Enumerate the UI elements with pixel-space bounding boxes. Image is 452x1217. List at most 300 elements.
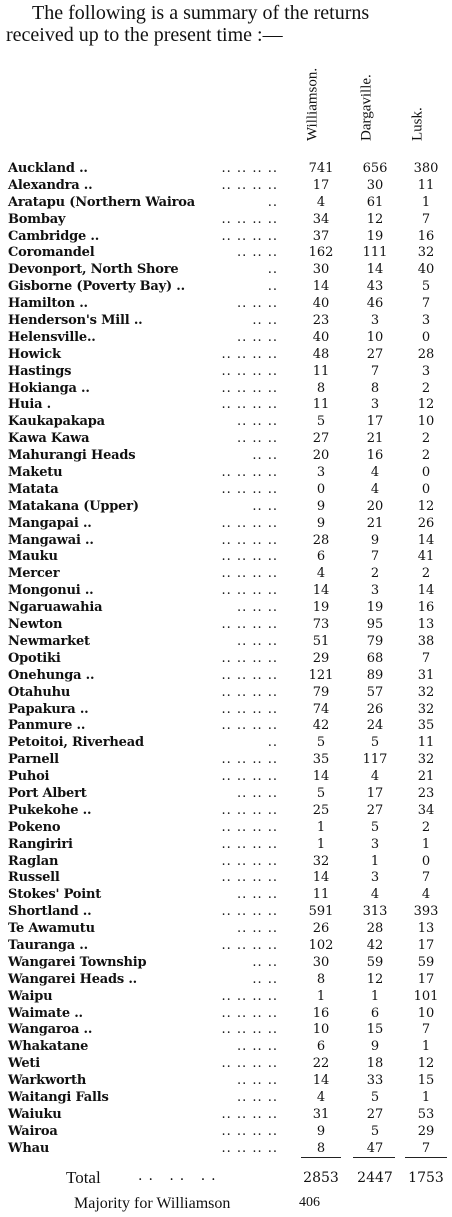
leader-dots: .. .. .. .. <box>221 1022 278 1038</box>
lusk-votes: 53 <box>417 1106 435 1122</box>
williamson-votes: 102 <box>308 937 334 953</box>
lusk-votes: 7 <box>421 296 431 312</box>
table-row <box>8 262 448 279</box>
lusk-votes: 14 <box>417 532 435 548</box>
column-header-lusk: Lusk. <box>409 107 426 141</box>
place-name: Hastings <box>8 363 72 379</box>
leader-dots: .. .. .. <box>236 633 278 649</box>
table-row <box>8 1141 448 1158</box>
table-row <box>8 1039 448 1056</box>
table-row <box>8 330 448 347</box>
table-row <box>8 989 448 1006</box>
place-name: Pokeno <box>8 819 61 835</box>
table-row <box>8 786 448 803</box>
dargaville-votes: 10 <box>366 329 384 345</box>
leader-dots: .. <box>267 735 278 751</box>
leader-dots: .. .. .. .. <box>221 549 278 565</box>
dargaville-votes: 3 <box>370 313 380 329</box>
dargaville-votes: 4 <box>370 465 380 481</box>
leader-dots: .. .. .. <box>236 887 278 903</box>
leader-dots: .. .. .. .. <box>221 937 278 953</box>
leader-dots: .. .. .. .. <box>221 161 278 176</box>
table-row <box>8 769 448 786</box>
williamson-votes: 4 <box>316 194 326 210</box>
table-row <box>8 837 448 854</box>
dargaville-votes: 3 <box>370 397 380 413</box>
leader-dots: .. .. .. <box>236 1039 278 1055</box>
dargaville-votes: 18 <box>366 1056 384 1072</box>
leader-dots: .. .. .. .. <box>221 515 278 531</box>
leader-dots: .. .. .. .. <box>221 1106 278 1122</box>
leader-dots: .. .. .. <box>236 296 278 312</box>
leader-dots: .. .. .. <box>236 329 278 345</box>
lusk-votes: 10 <box>417 1005 435 1021</box>
place-name: Russell <box>8 870 60 886</box>
williamson-votes: 14 <box>312 583 330 599</box>
table-row <box>8 1073 448 1090</box>
lusk-votes: 0 <box>421 481 431 497</box>
lusk-votes: 101 <box>413 988 439 1004</box>
place-name: Newton <box>8 617 63 633</box>
williamson-votes: 17 <box>312 177 330 193</box>
lusk-votes: 1 <box>421 836 431 852</box>
table-row <box>8 870 448 887</box>
dargaville-votes: 61 <box>366 194 384 210</box>
leader-dots: .. .. .. .. <box>221 465 278 481</box>
place-name: Huia . <box>8 397 51 413</box>
place-name: Kawa Kawa <box>8 431 90 447</box>
williamson-votes: 30 <box>312 262 330 278</box>
dargaville-votes: 19 <box>366 600 384 616</box>
lusk-votes: 10 <box>417 414 435 430</box>
williamson-votes: 20 <box>312 448 330 464</box>
dargaville-votes: 3 <box>370 870 380 886</box>
dargaville-votes: 12 <box>366 971 384 987</box>
total-rule-williamson <box>301 1157 341 1158</box>
place-name: Howick <box>8 346 61 362</box>
place-name: Mahurangi Heads <box>8 448 136 464</box>
table-row <box>8 634 448 651</box>
place-name: Maketu <box>8 465 63 481</box>
majority-line <box>74 1195 320 1213</box>
leader-dots: .. .. .. .. <box>221 380 278 396</box>
williamson-votes: 14 <box>312 1073 330 1089</box>
lusk-votes: 40 <box>417 262 435 278</box>
lusk-votes: 1 <box>421 194 431 210</box>
williamson-votes: 4 <box>316 566 326 582</box>
lusk-votes: 34 <box>417 802 435 818</box>
lusk-votes: 7 <box>421 211 431 227</box>
leader-dots: .. .. .. .. <box>221 617 278 633</box>
dargaville-votes: 7 <box>370 549 380 565</box>
dargaville-votes: 5 <box>370 1089 380 1105</box>
column-header-dargaville: Dargaville. <box>358 74 375 141</box>
place-name: Mauku <box>8 549 58 565</box>
lusk-votes: 28 <box>417 346 435 362</box>
williamson-votes: 4 <box>316 1089 326 1105</box>
lusk-votes: 15 <box>417 1073 435 1089</box>
dargaville-votes: 1 <box>370 988 380 1004</box>
williamson-votes: 31 <box>312 1106 330 1122</box>
table-row <box>8 803 448 820</box>
lusk-votes: 17 <box>417 937 435 953</box>
dargaville-votes: 15 <box>366 1022 384 1038</box>
dargaville-votes: 656 <box>362 161 388 176</box>
leader-dots: .. <box>267 194 278 210</box>
dargaville-votes: 14 <box>366 262 384 278</box>
leader-dots: .. .. .. .. <box>221 769 278 785</box>
williamson-votes: 11 <box>312 887 330 903</box>
williamson-votes: 1 <box>316 819 326 835</box>
leader-dots: .. .. .. .. <box>221 481 278 497</box>
leader-dots: .. .. .. <box>236 785 278 801</box>
table-row <box>8 212 448 229</box>
lusk-votes: 14 <box>417 583 435 599</box>
place-name: Mercer <box>8 566 60 582</box>
dargaville-votes: 8 <box>370 380 380 396</box>
place-name: Port Albert <box>8 785 87 801</box>
dargaville-votes: 47 <box>366 1140 384 1156</box>
intro-line-1: The following is a summary of the returns <box>32 2 370 24</box>
leader-dots: .. .. .. .. <box>221 177 278 193</box>
table-row <box>8 431 448 448</box>
leader-dots: .. .. .. .. <box>221 701 278 717</box>
williamson-votes: 5 <box>316 414 326 430</box>
majority-label: Majority for Williamson <box>74 1195 231 1212</box>
williamson-votes: 0 <box>316 481 326 497</box>
column-header-williamson: Williamson. <box>304 67 321 141</box>
leader-dots: .. .. .. .. <box>221 819 278 835</box>
williamson-votes: 30 <box>312 954 330 970</box>
place-name: Otahuhu <box>8 684 71 700</box>
total-label: Total <box>66 1168 101 1187</box>
total-rule-dargaville <box>353 1157 395 1158</box>
majority-value: 406 <box>299 1195 320 1210</box>
lusk-votes: 0 <box>421 329 431 345</box>
place-name: Weti <box>8 1056 40 1072</box>
place-name: Bombay <box>8 211 66 227</box>
table-row <box>8 499 448 516</box>
place-name: Cambridge .. <box>8 228 100 244</box>
table-row <box>8 702 448 719</box>
table-row <box>8 752 448 769</box>
dargaville-votes: 46 <box>366 296 384 312</box>
total-williamson: 2853 <box>303 1170 339 1186</box>
lusk-votes: 38 <box>417 633 435 649</box>
place-name: Wangaroa .. <box>8 1022 93 1038</box>
table-row <box>8 313 448 330</box>
williamson-votes: 16 <box>312 1005 330 1021</box>
place-name: Waiuku <box>8 1106 62 1122</box>
table-row <box>8 1006 448 1023</box>
place-name: Panmure .. <box>8 718 86 734</box>
intro-line-2: received up to the present time :— <box>6 24 283 46</box>
lusk-votes: 7 <box>421 870 431 886</box>
place-name: Petoitoi, Riverhead <box>8 735 144 751</box>
table-row <box>8 583 448 600</box>
williamson-votes: 9 <box>316 498 326 514</box>
lusk-votes: 3 <box>421 363 431 379</box>
williamson-votes: 35 <box>312 752 330 768</box>
dargaville-votes: 19 <box>366 228 384 244</box>
table-row <box>8 718 448 735</box>
williamson-votes: 1 <box>316 988 326 1004</box>
leader-dots: .. .. <box>252 498 278 514</box>
dargaville-votes: 30 <box>366 177 384 193</box>
table-row <box>8 1090 448 1107</box>
leader-dots: .. .. .. .. <box>221 566 278 582</box>
williamson-votes: 8 <box>316 1140 326 1156</box>
lusk-votes: 12 <box>417 1056 435 1072</box>
table-row <box>8 482 448 499</box>
dargaville-votes: 95 <box>366 617 384 633</box>
table-row <box>8 516 448 533</box>
dargaville-votes: 17 <box>366 785 384 801</box>
intro-paragraph <box>6 2 446 46</box>
table-row <box>8 904 448 921</box>
lusk-votes: 32 <box>417 752 435 768</box>
williamson-votes: 741 <box>308 161 334 176</box>
lusk-votes: 2 <box>421 380 431 396</box>
dargaville-votes: 89 <box>366 667 384 683</box>
table-row <box>8 617 448 634</box>
dargaville-votes: 6 <box>370 1005 380 1021</box>
lusk-votes: 32 <box>417 684 435 700</box>
williamson-votes: 42 <box>312 718 330 734</box>
williamson-votes: 6 <box>316 1039 326 1055</box>
williamson-votes: 14 <box>312 870 330 886</box>
leader-dots: .. .. .. <box>236 245 278 261</box>
place-name: Aratapu (Northern Wairoa <box>8 194 195 210</box>
leader-dots: .. .. .. <box>236 414 278 430</box>
table-row <box>8 381 448 398</box>
leader-dots: .. .. .. .. <box>221 752 278 768</box>
lusk-votes: 32 <box>417 245 435 261</box>
williamson-votes: 23 <box>312 313 330 329</box>
place-name: Stokes' Point <box>8 887 102 903</box>
place-name: Matakana (Upper) <box>8 498 139 514</box>
total-dargaville: 2447 <box>357 1170 393 1186</box>
table-row <box>8 735 448 752</box>
dargaville-votes: 4 <box>370 481 380 497</box>
williamson-votes: 51 <box>312 633 330 649</box>
place-name: Auckland .. <box>8 161 88 176</box>
dargaville-votes: 4 <box>370 769 380 785</box>
table-row <box>8 533 448 550</box>
place-name: Coromandel <box>8 245 95 261</box>
place-name: Shortland .. <box>8 904 92 920</box>
table-row <box>8 364 448 381</box>
leader-dots: .. .. .. .. <box>221 363 278 379</box>
dargaville-votes: 117 <box>362 752 388 768</box>
place-name: Papakura .. <box>8 701 89 717</box>
place-name: Devonport, North Shore <box>8 262 179 278</box>
williamson-votes: 591 <box>308 904 334 920</box>
williamson-votes: 28 <box>312 532 330 548</box>
dargaville-votes: 111 <box>362 245 388 261</box>
williamson-votes: 27 <box>312 431 330 447</box>
dargaville-votes: 27 <box>366 1106 384 1122</box>
leader-dots: .. .. .. <box>236 1073 278 1089</box>
williamson-votes: 162 <box>308 245 334 261</box>
williamson-votes: 9 <box>316 515 326 531</box>
lusk-votes: 12 <box>417 397 435 413</box>
table-row <box>8 566 448 583</box>
lusk-votes: 2 <box>421 448 431 464</box>
lusk-votes: 2 <box>421 819 431 835</box>
lusk-votes: 11 <box>417 177 435 193</box>
leader-dots: .. .. .. .. <box>221 853 278 869</box>
williamson-votes: 32 <box>312 853 330 869</box>
dargaville-votes: 5 <box>370 735 380 751</box>
lusk-votes: 5 <box>421 279 431 295</box>
williamson-votes: 10 <box>312 1022 330 1038</box>
table-row <box>8 887 448 904</box>
table-row <box>8 279 448 296</box>
williamson-votes: 48 <box>312 346 330 362</box>
dargaville-votes: 21 <box>366 515 384 531</box>
lusk-votes: 1 <box>421 1039 431 1055</box>
williamson-votes: 22 <box>312 1056 330 1072</box>
leader-dots: .. .. .. .. <box>221 397 278 413</box>
place-name: Opotiki <box>8 650 61 666</box>
leader-dots: .. .. .. .. <box>221 718 278 734</box>
dargaville-votes: 28 <box>366 921 384 937</box>
williamson-votes: 40 <box>312 296 330 312</box>
williamson-votes: 37 <box>312 228 330 244</box>
leader-dots: .. .. .. .. <box>221 228 278 244</box>
place-name: Wangarei Township <box>8 954 147 970</box>
dargaville-votes: 3 <box>370 583 380 599</box>
dargaville-votes: 24 <box>366 718 384 734</box>
place-name: Hamilton .. <box>8 296 88 312</box>
table-row <box>8 854 448 871</box>
place-name: Matata <box>8 481 59 497</box>
dargaville-votes: 33 <box>366 1073 384 1089</box>
dargaville-votes: 2 <box>370 566 380 582</box>
total-row <box>8 1168 448 1188</box>
place-name: Warkworth <box>8 1073 87 1089</box>
dargaville-votes: 5 <box>370 819 380 835</box>
williamson-votes: 79 <box>312 684 330 700</box>
place-name: Newmarket <box>8 633 90 649</box>
table-row <box>8 921 448 938</box>
williamson-votes: 14 <box>312 279 330 295</box>
table-row <box>8 820 448 837</box>
leader-dots: .. .. .. .. <box>221 211 278 227</box>
place-name: Waipu <box>8 988 53 1004</box>
place-name: Waimate .. <box>8 1005 83 1021</box>
dargaville-votes: 21 <box>366 431 384 447</box>
williamson-votes: 3 <box>316 465 326 481</box>
williamson-votes: 40 <box>312 329 330 345</box>
table-row <box>8 1056 448 1073</box>
leader-dots: .. .. .. .. <box>221 870 278 886</box>
williamson-votes: 74 <box>312 701 330 717</box>
place-name: Parnell <box>8 752 59 768</box>
dargaville-votes: 42 <box>366 937 384 953</box>
lusk-votes: 0 <box>421 465 431 481</box>
dargaville-votes: 3 <box>370 836 380 852</box>
lusk-votes: 31 <box>417 667 435 683</box>
place-name: Whau <box>8 1140 50 1156</box>
leader-dots: .. .. .. .. <box>221 684 278 700</box>
williamson-votes: 14 <box>312 769 330 785</box>
lusk-votes: 7 <box>421 1140 431 1156</box>
table-row <box>8 651 448 668</box>
table-row <box>8 600 448 617</box>
dargaville-votes: 7 <box>370 363 380 379</box>
lusk-votes: 380 <box>413 161 439 176</box>
williamson-votes: 121 <box>308 667 334 683</box>
table-row <box>8 1022 448 1039</box>
lusk-votes: 16 <box>417 228 435 244</box>
dargaville-votes: 59 <box>366 954 384 970</box>
place-name: Ngaruawahia <box>8 600 103 616</box>
leader-dots: .. .. .. <box>138 1168 222 1184</box>
dargaville-votes: 79 <box>366 633 384 649</box>
table-row <box>8 178 448 195</box>
table-row <box>8 448 448 465</box>
place-name: Helensville.. <box>8 329 96 345</box>
lusk-votes: 12 <box>417 498 435 514</box>
table-row <box>8 161 448 178</box>
lusk-votes: 13 <box>417 617 435 633</box>
table-row <box>8 1107 448 1124</box>
place-name: Rangiriri <box>8 836 73 852</box>
dargaville-votes: 68 <box>366 650 384 666</box>
leader-dots: .. .. .. .. <box>221 346 278 362</box>
leader-dots: .. .. .. .. <box>221 988 278 1004</box>
lusk-votes: 26 <box>417 515 435 531</box>
lusk-votes: 2 <box>421 566 431 582</box>
place-name: Waitangi Falls <box>8 1089 109 1105</box>
total-rule-lusk <box>405 1157 447 1158</box>
leader-dots: .. .. <box>252 954 278 970</box>
place-name: Henderson's Mill .. <box>8 313 143 329</box>
lusk-votes: 4 <box>421 887 431 903</box>
lusk-votes: 7 <box>421 650 431 666</box>
place-name: Mongonui .. <box>8 583 94 599</box>
table-row <box>8 195 448 212</box>
leader-dots: .. .. .. <box>236 600 278 616</box>
williamson-votes: 11 <box>312 397 330 413</box>
table-row <box>8 938 448 955</box>
williamson-votes: 5 <box>316 735 326 751</box>
table-row <box>8 685 448 702</box>
table-row <box>8 668 448 685</box>
place-name: Whakatane <box>8 1039 89 1055</box>
lusk-votes: 393 <box>413 904 439 920</box>
dargaville-votes: 17 <box>366 414 384 430</box>
dargaville-votes: 26 <box>366 701 384 717</box>
dargaville-votes: 20 <box>366 498 384 514</box>
table-row <box>8 465 448 482</box>
place-name: Wangarei Heads .. <box>8 971 138 987</box>
lusk-votes: 16 <box>417 600 435 616</box>
lusk-votes: 1 <box>421 1089 431 1105</box>
lusk-votes: 32 <box>417 701 435 717</box>
williamson-votes: 29 <box>312 650 330 666</box>
leader-dots: .. <box>267 262 278 278</box>
table-row <box>8 955 448 972</box>
place-name: Puhoi <box>8 769 50 785</box>
leader-dots: .. .. <box>252 448 278 464</box>
place-name: Wairoa <box>8 1123 58 1139</box>
leader-dots: .. .. <box>252 313 278 329</box>
lusk-votes: 29 <box>417 1123 435 1139</box>
dargaville-votes: 1 <box>370 853 380 869</box>
